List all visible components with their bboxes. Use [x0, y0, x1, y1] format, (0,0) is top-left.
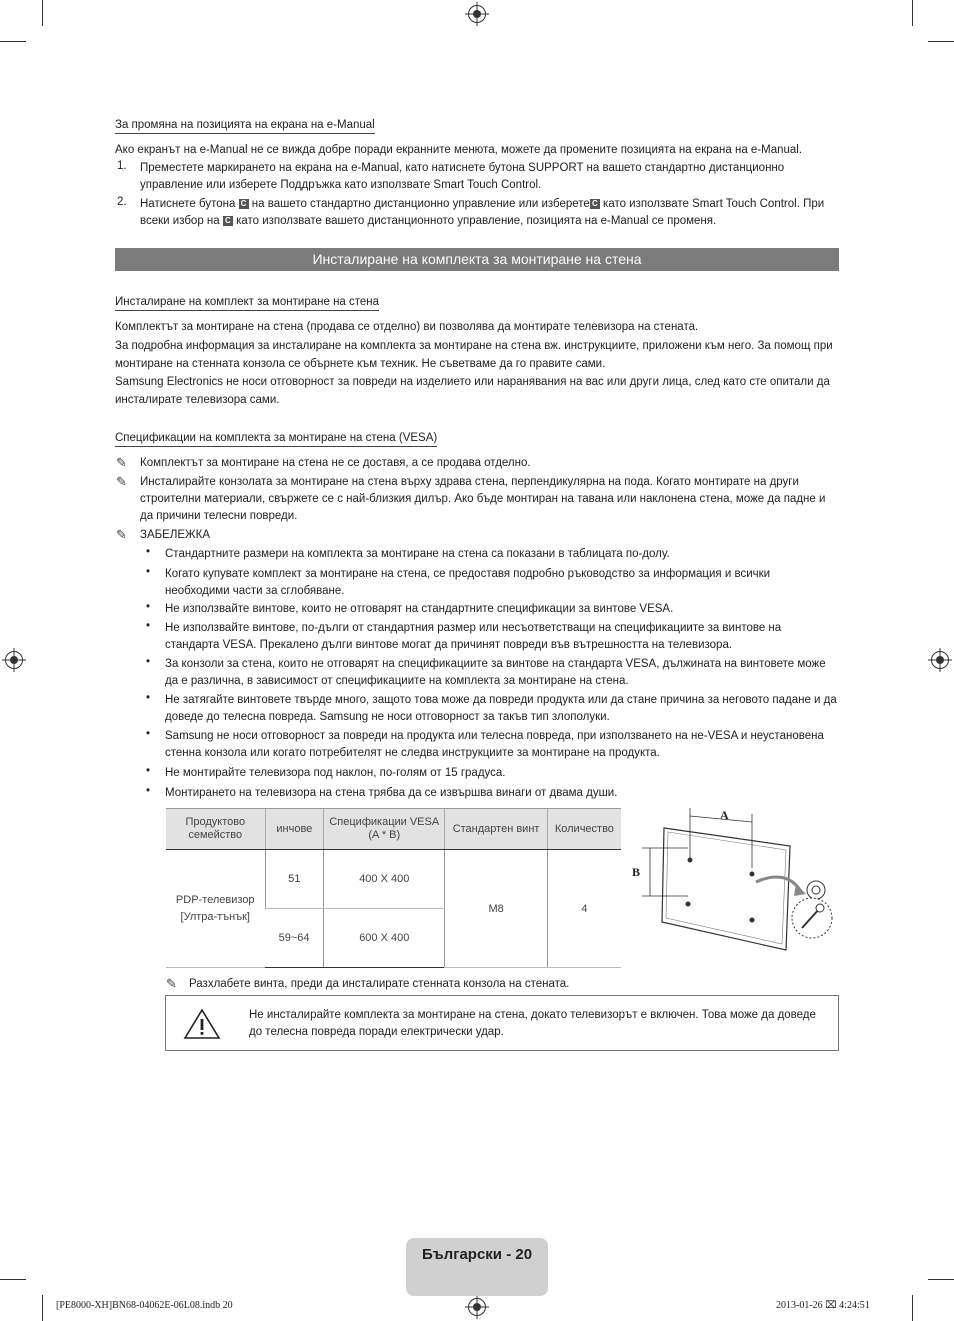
subheading-emanual-position: За промяна на позицията на екрана на e-Manual	[115, 119, 375, 134]
bullet-icon: •	[146, 765, 151, 777]
table-header-row	[166, 809, 621, 850]
list-item: Не монтирайте телевизора под наклон, по-голям от 15 градуса.	[165, 767, 506, 779]
table-cell: 59~64	[265, 909, 324, 968]
bullet-icon: •	[146, 656, 151, 668]
registration-mark-icon	[468, 1298, 486, 1316]
list-item: Монтирането на телевизора на стена трябва да се извършва винаги от двама души.	[165, 787, 618, 799]
bullet-icon: •	[146, 785, 151, 797]
warning-box	[165, 995, 839, 1051]
list-item: Не използвайте винтове, по-дълги от стандартния размер или несъответстващи на спецификациите за винтове на стандарта VESA. Прекалено дълги винтове могат да причинят повреди във вътрешността на телевизора.	[165, 622, 782, 651]
bullet-icon: •	[146, 692, 151, 704]
note-pencil-icon: ✎	[166, 976, 177, 991]
list-item: Не затягайте винтовете твърде много, защото това може да повреди продукта или да стане причина за неговото падане и да доведе до телесна повреда. Samsung не носи отговорност за такъв тип злополуки.	[165, 694, 837, 723]
bullet-icon: •	[146, 566, 151, 578]
diagram-label-a: A	[720, 808, 729, 822]
step-text-part: на вашето стандартно дистанционно управление или изберете	[251, 198, 590, 210]
tv-mount-diagram	[628, 804, 838, 954]
note-text: Разхлабете винта, преди да инсталирате стенната конзола на стената.	[189, 978, 570, 990]
section-title-bar: Инсталиране на комплекта за монтиране на стена	[115, 248, 839, 271]
crop-mark	[0, 41, 26, 42]
step-text: Преместете маркирането на екрана на e-Manual, като натиснете бутона SUPPORT на вашето стандартно дистанционно управление или изберете Поддръжка като използвате Smart Touch Control.	[140, 162, 785, 191]
note-heading: ЗАБЕЛЕЖКА	[140, 529, 211, 541]
note-text: Инсталирайте конзолата за монтиране на стена върху здрава стена, перпендикулярна на пода. Когато монтирате на други строителни материали, свържете се с най-близкия дилър. Ако бъде монтиран на тавана или наклонена стена, може да падне и да причини телесни повреди.	[140, 476, 826, 522]
paragraph: Комплектът за монтиране на стена (продава се отделно) ви позволява да монтирате телевизора на стената.	[115, 321, 699, 333]
print-timestamp: 2013-01-26 ⌧ 4:24:51	[776, 1300, 870, 1311]
step-number: 1.	[117, 160, 127, 172]
step-text-part: Натиснете бутона	[140, 198, 236, 210]
crop-mark	[0, 1279, 26, 1280]
step-text	[140, 196, 840, 230]
table-cell: 51	[265, 850, 324, 909]
list-item: Стандартните размери на комплекта за монтиране на стена са показани в таблицата по-долу.	[165, 548, 670, 560]
list-item: Когато купувате комплект за монтиране на стена, се предоставя подробно ръководство за информация и всички необходими части за сглобяване.	[165, 568, 771, 597]
bullet-icon: •	[146, 620, 151, 632]
table-header: Спецификации VESA (A * B)	[324, 809, 445, 850]
bullet-icon: •	[146, 601, 151, 613]
list-item: Не използвайте винтове, които не отговарят на стандартните спецификации за винтове VESA.	[165, 603, 674, 615]
paragraph: Ако екранът на e-Manual не се вижда добре поради екранните менюта, можете да промените позицията на екрана на e-Manual.	[115, 144, 803, 156]
page-number-tab: Български - 20	[406, 1238, 548, 1296]
diagram-label-b: B	[632, 865, 641, 879]
bullet-icon: •	[146, 728, 151, 740]
crop-mark	[928, 41, 954, 42]
c-key-icon: C	[239, 199, 249, 209]
note-text: Комплектът за монтиране на стена не се доставя, а се продава отделно.	[140, 457, 531, 469]
step-number: 2.	[117, 196, 127, 208]
bullet-icon: •	[146, 546, 151, 558]
table-cell: 600 X 400	[324, 909, 445, 968]
crop-mark	[42, 0, 43, 26]
table-header: инчове	[265, 809, 324, 850]
note-pencil-icon: ✎	[116, 455, 127, 470]
c-key-icon: C	[223, 216, 233, 226]
list-item: Samsung не носи отговорност за повреди на продукта или телесна повреда, при използването на не-VESA и неустановена стенна конзола или когато потребителят не следва инструкциите за монтиране на продукта.	[165, 730, 824, 759]
paragraph: За подробна информация за инсталиране на комплекта за монтиране на стена вж. инструкциите, приложени към него. За помощ при монтиране на стенната конзола се обърнете към техник. Не съветваме да го правите сами.	[115, 340, 833, 370]
c-key-icon: C	[590, 199, 600, 209]
table-header: Количество	[547, 809, 621, 850]
crop-mark	[928, 1279, 954, 1280]
note-pencil-icon: ✎	[116, 527, 127, 542]
step-text-part: като използвате Smart Touch Control. При всеки избор на	[140, 198, 825, 227]
warning-triangle-icon	[183, 1008, 221, 1040]
table-cell-screw: M8	[445, 850, 547, 968]
print-file-info: [PE8000-XH]BN68-04062E-06L08.indb 20	[56, 1300, 233, 1311]
step-text-part: като използвате вашето дистанционното управление, позицията на e-Manual се променя.	[236, 215, 717, 227]
registration-mark-icon	[931, 651, 949, 669]
subheading-wall-mount-install: Инсталиране на комплект за монтиране на стена	[115, 296, 379, 311]
table-row	[166, 850, 621, 909]
paragraph: Samsung Electronics не носи отговорност за повреди на изделието или наранявания на вас или други лица, след като сте опитали да инсталирате телевизора сами.	[115, 376, 830, 406]
crop-mark	[42, 1295, 43, 1321]
note-pencil-icon: ✎	[116, 474, 127, 489]
registration-mark-icon	[468, 5, 486, 23]
table-cell: 400 X 400	[324, 850, 445, 909]
table-header: Продуктово семейство	[166, 809, 265, 850]
table-cell-family: PDP-телевизор [Ултра-тънък]	[166, 850, 265, 968]
warning-text: Не инсталирайте комплекта за монтиране на стена, докато телевизорът е включен. Това може да доведе до телесна повреда поради електрически удар.	[249, 1009, 816, 1038]
vesa-spec-table	[166, 808, 621, 968]
subheading-vesa-specs: Спецификации на комплекта за монтиране на стена (VESA)	[115, 432, 437, 447]
crop-mark	[912, 0, 913, 26]
table-cell-qty: 4	[547, 850, 621, 968]
crop-mark	[912, 1295, 913, 1321]
table-header: Стандартен винт	[445, 809, 547, 850]
registration-mark-icon	[5, 651, 23, 669]
list-item: За конзоли за стена, които не отговарят на спецификациите за винтове на стандарта VESA, дължината на винтовете може да е различна, в зависимост от спецификациите на комплекта за монтиране на стена.	[165, 658, 826, 687]
